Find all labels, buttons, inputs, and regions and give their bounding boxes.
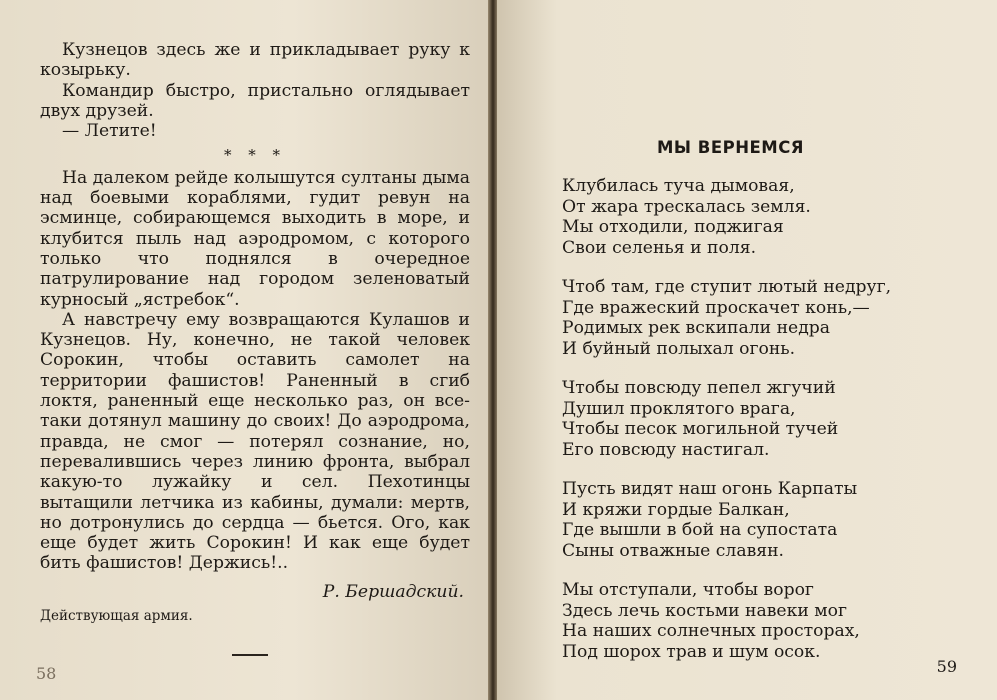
poem-line: Сыны отважные славян. [562,540,785,561]
section-separator: * * * [223,146,287,165]
paragraph: Кузнецов здесь же и прикладывает руку к козырьку. [40,40,470,81]
poem-line: Чтобы песок могильной тучей [562,419,839,439]
poem-line: Мы отступали, чтобы ворог [562,580,814,600]
poem-line: Чтобы повсюду пепел жгучий [562,378,836,398]
poem-line: Здесь лечь костьми навеки мог [562,600,847,621]
paragraph: Командир быстро, пристально оглядывает двух друзей. [40,80,470,121]
poem-title: МЫ ВЕРНЕМСЯ [657,138,805,157]
paragraph: На далеком рейде колышутся султаны дыма над боевыми кораблями, гудит ревун на эсминце, собирающемся выходить в море, и клубится пыль над аэродромом, с которого только что поднялся в очередное патрулирование над городом зеленоватый курносый „ястребок“. [40,167,470,310]
poem-line: На наших солнечных просторах, [562,621,860,641]
author-signature: Р. Бершадский. [322,581,464,602]
left-page [0,0,490,700]
stanza [562,479,982,561]
poem-line: Свои селенья и поля. [562,237,757,258]
page-number-right: 59 [936,657,957,676]
stanza [562,378,982,460]
paragraph: А навстречу ему возвращаются Кулашов и Кузнецов. Ну, конечно, не такой человек Сорокин, чтобы оставить самолет на территории фашистов! Раненный в сгиб локтя, раненный еще несколько раз, он все-таки дотянул машину до своих! До аэродрома, правда, не смог — потерял сознание, но, перевалившись через линию фронта, выбрал какую-то лужайку и сел. Пехотинцы вытащили летчика из кабины, думали: мертв, но дотронулись до сердца — бьется. Ого, как еще будет жить Сорокин! И как еще будет бить фашистов! Держись!.. [40,309,470,574]
paragraph: — Летите! [62,121,157,142]
right-page [497,0,997,700]
stanza [562,277,982,359]
poem-line: Чтоб там, где ступит лютый недруг, [562,277,892,297]
poem-line: Где вражеский проскачет конь,— [562,297,870,318]
stanza [562,176,982,258]
poem-body [562,176,982,681]
poem-line: Под шорох трав и шум осок. [562,641,821,662]
poem-line: И кряжи гордые Балкан, [562,499,790,520]
poem-line: Где вышли в бой на супостата [562,520,838,540]
dateline: Действующая армия. [40,608,193,625]
page-number-left: 58 [36,664,57,683]
poem-line: Родимых рек вскипали недра [562,318,831,338]
stanza [562,580,982,662]
poem-line: Пусть видят наш огонь Карпаты [562,479,858,499]
poem-line: Клубилась туча дымовая, [562,176,795,196]
poem-line: И буйный полыхал огонь. [562,338,796,359]
end-rule [232,654,268,656]
poem-line: Мы отходили, поджигая [562,217,784,237]
poem-line: Душил проклятого врага, [562,398,796,419]
left-page-text [40,40,470,656]
poem-line: Его повсюду настигал. [562,439,770,460]
poem-line: От жара трескалась земля. [562,196,811,217]
